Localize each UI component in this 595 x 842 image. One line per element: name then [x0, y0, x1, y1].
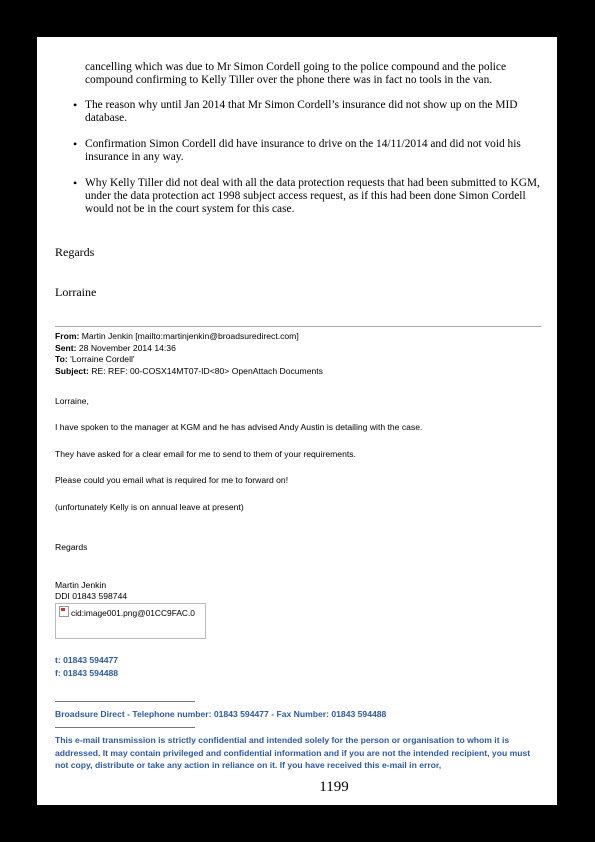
email-salutation: Lorraine,	[55, 396, 89, 406]
disclaimer-text: This e-mail transmission is strictly confidential and intended solely for the person or organisation to whom it is addressed. It may contain privileged and confidential information and if you are not the intended recipient, you must not copy, distribute or take any action in reliance on it. If you have received this e-mail in error,	[55, 735, 531, 771]
email-paragraph: I have spoken to the manager at KGM and he has advised Andy Austin is detailing with the case.	[55, 422, 423, 432]
bullet-item: • The reason why until Jan 2014 that Mr Simon Cordell’s insurance did not show up on the MID database.	[73, 99, 543, 124]
from-value: Martin Jenkin [mailto:martinjenkin@broadsuredirect.com]	[81, 331, 299, 341]
broken-image-icon	[59, 606, 69, 617]
email-sent-line	[55, 343, 535, 354]
subject-value: RE: REF: 00-COSX14MT07-ID<80> OpenAttach Documents	[91, 365, 323, 376]
email-divider	[55, 326, 541, 327]
continuation-paragraph: cancelling which was due to Mr Simon Cordell going to the police compound and the police compound confirming to Kelly Tiller over the phone there was in fact no tools in the van.	[85, 61, 507, 86]
signature-separator	[55, 701, 195, 702]
telephone-number: t: 01843 594477	[55, 655, 119, 665]
email-paragraph: (unfortunately Kelly is on annual leave at present)	[55, 502, 244, 512]
email-to-line	[55, 354, 535, 365]
to-label: To:	[55, 354, 68, 364]
sent-value: 28 November 2014 14:36	[78, 342, 176, 353]
sent-label: Sent:	[55, 342, 77, 353]
email-paragraph: They have asked for a clear email for me to send to them of your requirements.	[55, 449, 356, 459]
image-alt-text: cid:image001.png@01CC9FAC.0	[71, 608, 195, 618]
email-regards: Regards	[55, 542, 88, 552]
document-page	[37, 37, 557, 805]
closing-regards: Regards	[55, 245, 95, 259]
signature-separator	[55, 727, 195, 728]
subject-label: Subject:	[55, 365, 89, 376]
email-paragraph: Please could you email what is required for me to forward on!	[55, 475, 289, 485]
email-subject-line	[55, 366, 535, 377]
bullet-item: • Confirmation Simon Cordell did have insurance to drive on the 14/11/2014 and did not void his insurance in any way.	[73, 138, 543, 163]
company-contact-line: Broadsure Direct - Telephone number: 01843 594477 - Fax Number: 01843 594488	[55, 709, 387, 719]
fax-number: f: 01843 594488	[55, 668, 119, 678]
bullet-item: • Why Kelly Tiller did not deal with all the data protection requests that had been submitted to KGM, under the data protection act 1998 subject access request, as if this had been done Simon Cordell would not be in the court system for this case.	[73, 177, 543, 215]
to-value: 'Lorraine Cordell'	[70, 354, 135, 364]
closing-name: Lorraine	[55, 285, 97, 299]
from-label: From:	[55, 331, 80, 341]
sender-name: Martin Jenkin	[55, 580, 107, 590]
sender-ddi: DDI 01843 598744	[55, 591, 128, 601]
broken-image-placeholder	[55, 603, 206, 639]
bullet-list	[73, 99, 543, 229]
page-number: 1199	[319, 779, 349, 795]
email-from-line	[55, 331, 535, 342]
